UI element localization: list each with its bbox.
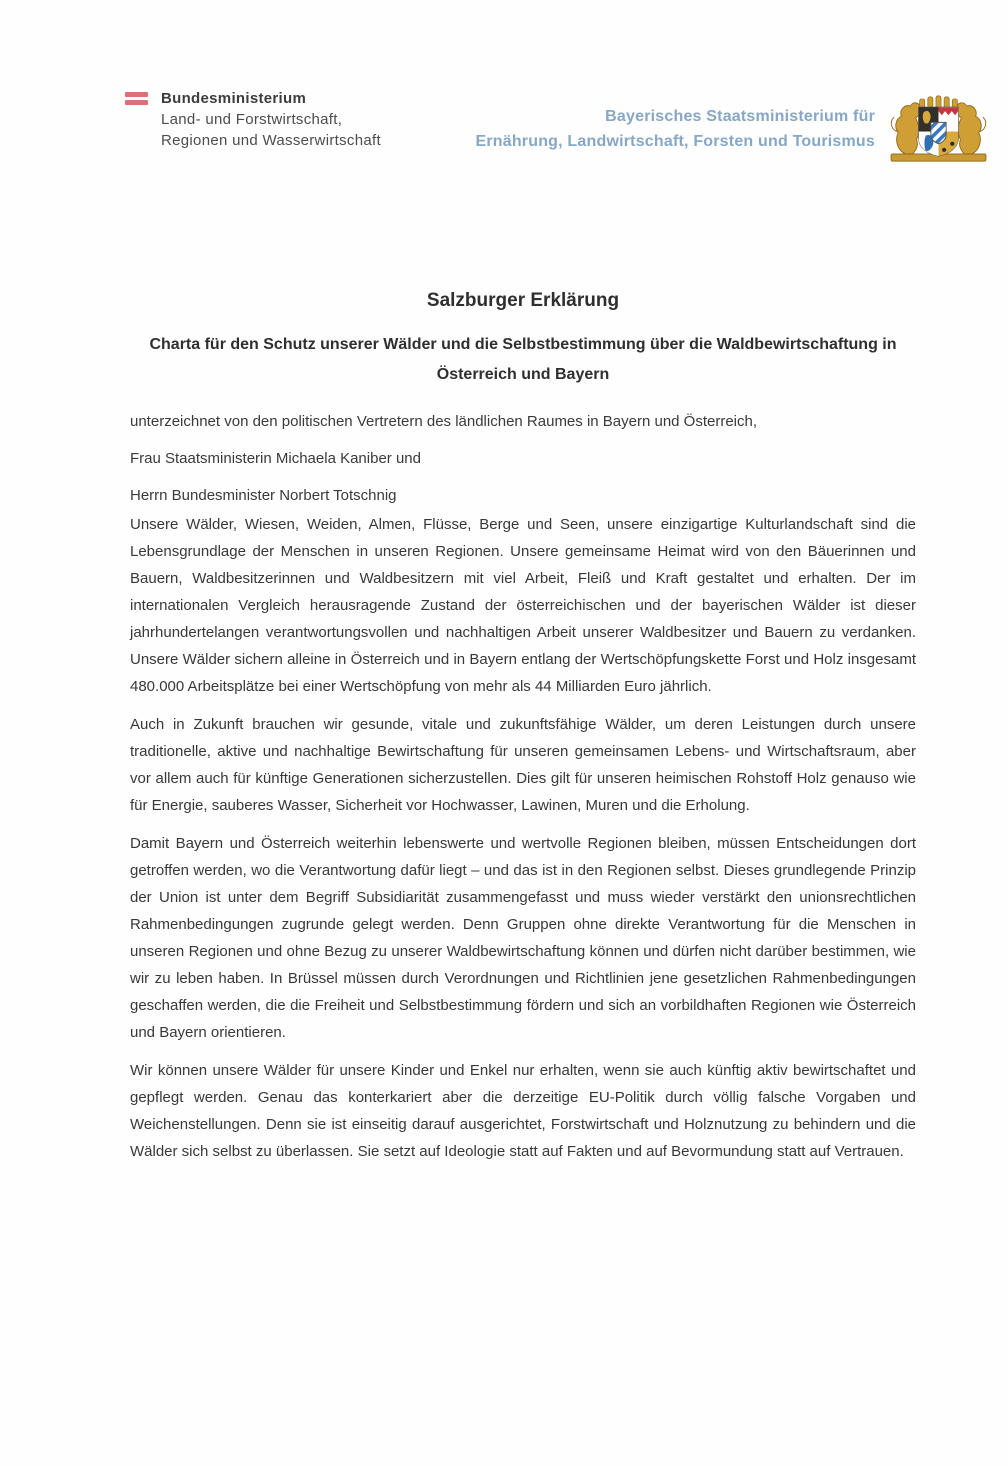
body-paragraph: Unsere Wälder, Wiesen, Weiden, Almen, Flüsse, Berge und Seen, unsere einzigartige Kulturlandschaft sind die Lebensgrundlage der Menschen in unseren Regionen. Unsere gemeinsame Heimat wird von den Bäuerinnen und Bauern, Waldbesitzerinnen und Waldbesitzern mit viel Arbeit, Fleiß und Kraft gestaltet und erhalten. Der im internationalen Vergleich herausragende Zustand der österreichischen und der bayerischen Wälder ist dieser jahrhundertelangen verantwortungsvollen und nachhaltigen Arbeit unserer Waldbesitzer und Bauern zu verdanken. Unsere Wälder sichern alleine in Österreich und in Bayern entlang der Wertschöpfungskette Forst und Holz insgesamt 480.000 Arbeitsplätze bei einer Wertschöpfung von mehr als 44 Milliarden Euro jährlich. (130, 516, 916, 695)
bavarian-ministry-header (475, 104, 875, 154)
signatory-line: Frau Staatsministerin Michaela Kaniber und (130, 450, 421, 467)
austrian-ministry-header (125, 88, 381, 151)
bavarian-ministry-line1: Bayerisches Staatsministerium für (605, 108, 875, 125)
body-paragraph: Damit Bayern und Österreich weiterhin lebenswerte und wertvolle Regionen bleiben, müssen Entscheidungen dort getroffen werden, wo die Verantwortung dafür liegt – und das ist in den Regionen selbst. Dieses grundlegende Prinzip der Union ist unter dem Begriff Subsidiarität zusammengefasst und muss wieder verstärkt den unionsrechtlichen Rahmenbedingungen zugrunde gelegt werden. Denn Gruppen ohne direkte Verantwortung für die Menschen in unseren Regionen und ohne Bezug zu unserer Waldbewirtschaftung können und dürfen nicht darüber bestimmen, wie wir zu leben haben. In Brüssel müssen durch Verordnungen und Richtlinien jene gesetzlichen Rahmenbedingungen geschaffen werden, die die Freiheit und Selbstbestimmung fördern und sich an vorbildhaften Regionen wie Österreich und Bayern orientieren. (130, 835, 916, 1041)
bavarian-coat-of-arms-icon (885, 90, 992, 168)
austrian-ministry-name: Bundesministerium (161, 90, 307, 107)
austrian-flag-icon (125, 92, 148, 105)
page-title: Salzburger Erklärung (426, 290, 620, 311)
signatory-block (130, 408, 916, 519)
austrian-ministry-line3: Regionen und Wasserwirtschaft (161, 132, 381, 149)
body-paragraph: Auch in Zukunft brauchen wir gesunde, vitale und zukunftsfähige Wälder, um deren Leistungen durch unsere traditionelle, aktive und nachhaltige Bewirtschaftung für unseren gemeinsamen Lebens- und Wirtschaftsraum, aber vor allem auch für künftige Generationen sicherzustellen. Dies gilt für unseren heimischen Rohstoff Holz genauso wie für Energie, sauberes Wasser, Sicherheit vor Hochwasser, Lawinen, Muren und die Erholung. (130, 716, 916, 814)
bavarian-ministry-line2: Ernährung, Landwirtschaft, Forsten und Tourismus (475, 133, 875, 150)
signatory-line: Herrn Bundesminister Norbert Totschnig (130, 487, 397, 504)
page-subtitle: Charta für den Schutz unserer Wälder und die Selbstbestimmung über die Waldbewirtschaftung in Österreich und Bayern (149, 336, 897, 383)
austrian-ministry-text (161, 88, 381, 151)
document-body (130, 511, 916, 1176)
signatory-line: unterzeichnet von den politischen Vertretern des ländlichen Raumes in Bayern und Österreich, (130, 413, 758, 430)
body-paragraph: Wir können unsere Wälder für unsere Kinder und Enkel nur erhalten, wenn sie auch künftig aktiv bewirtschaftet und gepflegt werden. Genau das konterkariert aber die derzeitige EU-Politik durch völlig falsche Vorgaben und Weichenstellungen. Denn sie ist einseitig darauf ausgerichtet, Forstwirtschaft und Holznutzung zu behindern und die Wälder sich selbst zu überlassen. Sie setzt auf Ideologie statt auf Fakten und auf Bevormundung statt auf Vertrauen. (130, 1062, 916, 1160)
austrian-ministry-line2: Land- und Forstwirtschaft, (161, 111, 343, 128)
